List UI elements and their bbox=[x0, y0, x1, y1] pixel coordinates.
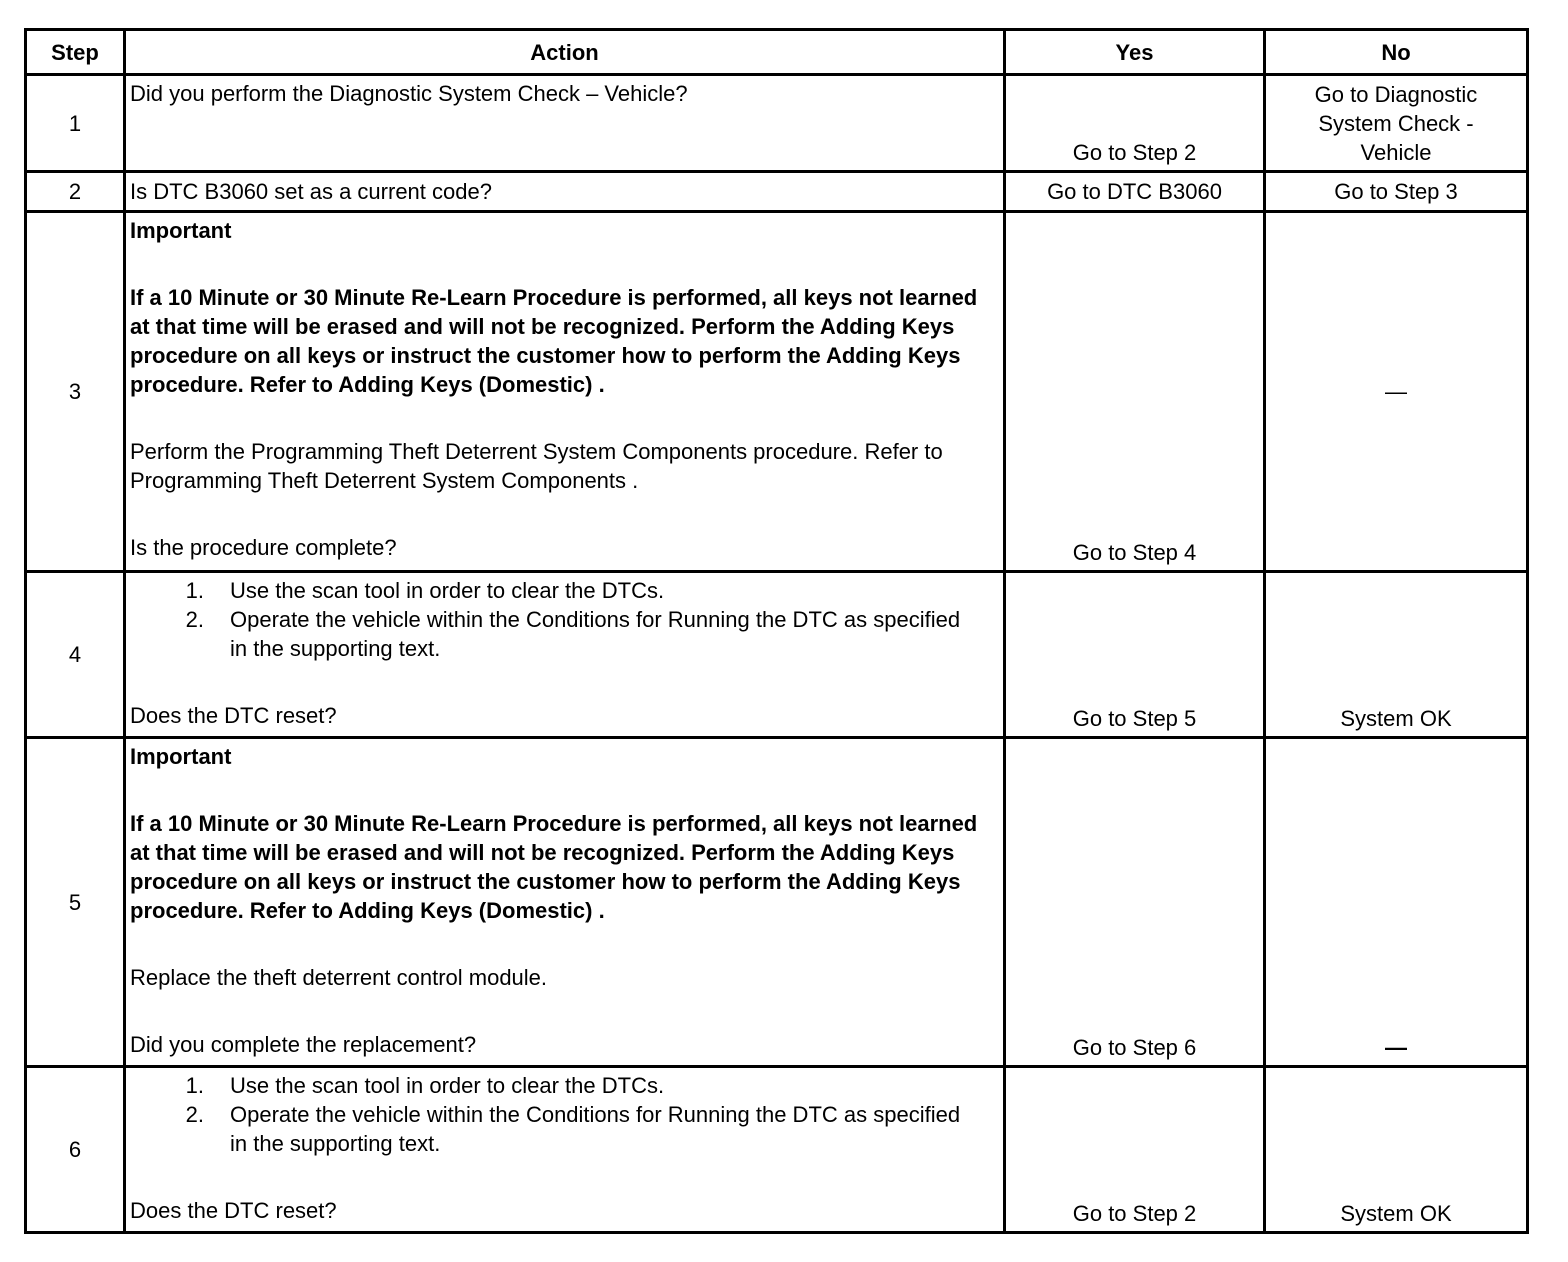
action-cell bbox=[125, 572, 1005, 738]
action-cell bbox=[125, 738, 1005, 1067]
action-list bbox=[130, 576, 999, 663]
action-question: Did you complete the replacement? bbox=[130, 1032, 477, 1057]
header-no: No bbox=[1265, 30, 1528, 75]
table-row bbox=[26, 738, 1528, 1067]
table-row bbox=[26, 172, 1528, 212]
action-question: Did you perform the Diagnostic System Check – Vehicle? bbox=[130, 81, 688, 106]
action-cell bbox=[125, 1067, 1005, 1233]
step-number: 3 bbox=[26, 212, 125, 572]
important-text: If a 10 Minute or 30 Minute Re-Learn Procedure is performed, all keys not learned at that time will be erased and will not be recognized. Perform the Adding Keys procedure on all keys or instruct the customer how to perform the Adding Keys procedure. Refer to Adding Keys (Domestic) . bbox=[130, 811, 978, 923]
yes-cell: Go to DTC B3060 bbox=[1005, 172, 1265, 212]
list-item: 1. Use the scan tool in order to clear the DTCs. bbox=[185, 578, 665, 603]
action-cell bbox=[125, 75, 1005, 172]
action-instruction: Replace the theft deterrent control module. bbox=[130, 965, 548, 990]
header-row bbox=[26, 30, 1528, 75]
action-question: Does the DTC reset? bbox=[130, 703, 337, 728]
header-action: Action bbox=[125, 30, 1005, 75]
yes-cell: Go to Step 6 bbox=[1005, 738, 1265, 1067]
table-row bbox=[26, 572, 1528, 738]
step-number: 4 bbox=[26, 572, 125, 738]
action-cell bbox=[125, 172, 1005, 212]
yes-cell: Go to Step 2 bbox=[1005, 75, 1265, 172]
no-cell: System OK bbox=[1265, 1067, 1528, 1233]
step-number: 2 bbox=[26, 172, 125, 212]
action-cell bbox=[125, 212, 1005, 572]
no-cell: Go to Diagnostic System Check - Vehicle bbox=[1265, 75, 1528, 172]
action-question: Does the DTC reset? bbox=[130, 1198, 337, 1223]
table-row bbox=[26, 1067, 1528, 1233]
yes-cell: Go to Step 2 bbox=[1005, 1067, 1265, 1233]
no-cell: — bbox=[1265, 212, 1528, 572]
action-question: Is the procedure complete? bbox=[130, 535, 397, 560]
step-number: 1 bbox=[26, 75, 125, 172]
table-row bbox=[26, 212, 1528, 572]
diagnostic-table bbox=[24, 28, 1529, 1234]
important-text: If a 10 Minute or 30 Minute Re-Learn Procedure is performed, all keys not learned at that time will be erased and will not be recognized. Perform the Adding Keys procedure on all keys or instruct the customer how to perform the Adding Keys procedure. Refer to Adding Keys (Domestic) . bbox=[130, 285, 978, 397]
step-number: 6 bbox=[26, 1067, 125, 1233]
table-row bbox=[26, 75, 1528, 172]
yes-cell: Go to Step 5 bbox=[1005, 572, 1265, 738]
header-yes: Yes bbox=[1005, 30, 1265, 75]
action-list bbox=[130, 1071, 999, 1158]
important-label: Important bbox=[130, 744, 232, 769]
important-label: Important bbox=[130, 218, 232, 243]
header-step: Step bbox=[26, 30, 125, 75]
action-instruction: Perform the Programming Theft Deterrent System Components procedure. Refer to Programming Theft Deterrent System Components . bbox=[130, 439, 943, 493]
no-cell: — bbox=[1265, 738, 1528, 1067]
action-question: Is DTC B3060 set as a current code? bbox=[130, 179, 492, 204]
no-cell: Go to Step 3 bbox=[1265, 172, 1528, 212]
yes-cell: Go to Step 4 bbox=[1005, 212, 1265, 572]
step-number: 5 bbox=[26, 738, 125, 1067]
list-item: 1. Use the scan tool in order to clear the DTCs. bbox=[185, 1073, 665, 1098]
list-item: 2. Operate the vehicle within the Conditions for Running the DTC as specified in the supporting text. bbox=[185, 1102, 961, 1156]
no-cell: System OK bbox=[1265, 572, 1528, 738]
list-item: 2. Operate the vehicle within the Conditions for Running the DTC as specified in the supporting text. bbox=[185, 607, 961, 661]
